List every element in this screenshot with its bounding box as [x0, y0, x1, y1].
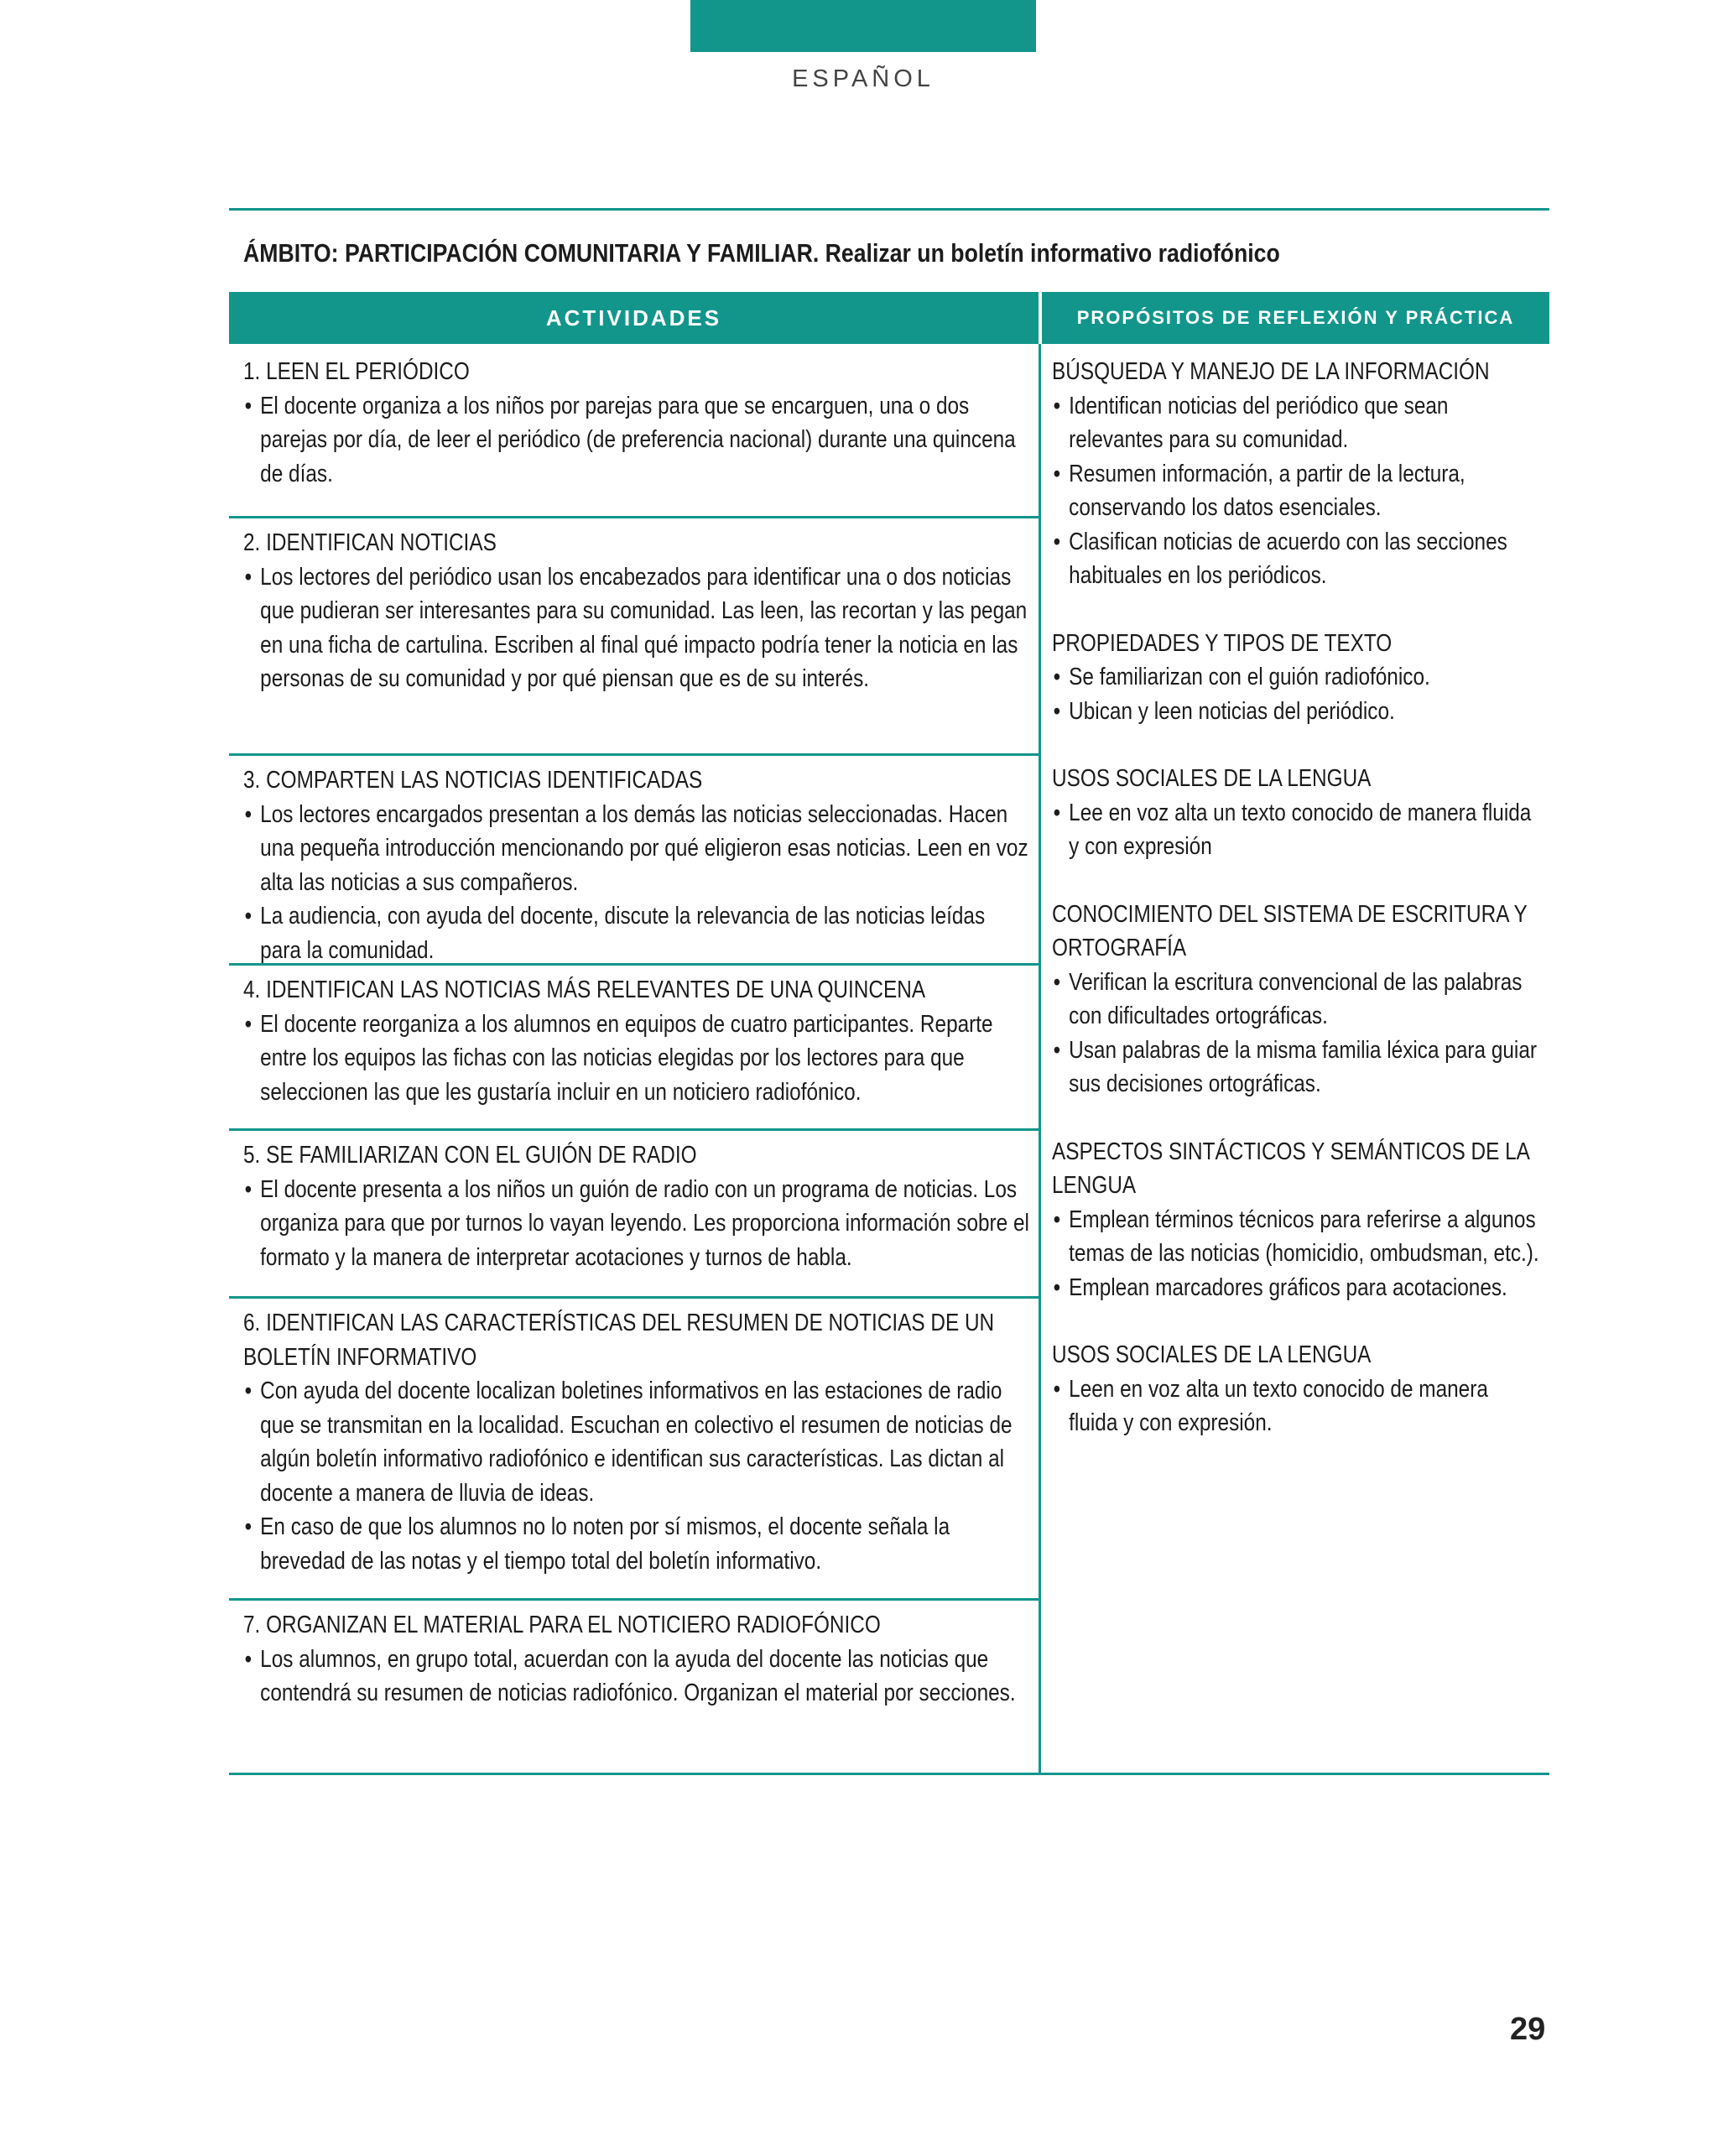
activity-row-7	[243, 1608, 1032, 1711]
activity-title: 1. LEEN EL PERIÓDICO	[243, 358, 470, 385]
activity-bullet: • Los lectores encargados presentan a los demás las noticias seleccionadas. Hacen una pequeña introducción mencionando por qué eligieron esas noticias. Leen en voz alta las noticias a sus compañeros.	[243, 798, 1032, 900]
row-separator	[229, 753, 1039, 756]
activity-title: 6. IDENTIFICAN LAS CARACTERÍSTICAS DEL RESUMEN DE NOTICIAS DE UN BOLETÍN INFORMATIVO	[243, 1310, 995, 1371]
activity-bullet: • Los alumnos, en grupo total, acuerdan con la ayuda del docente las noticias que contendrá su resumen de noticias radiofónico. Organizan el material por secciones.	[243, 1643, 1032, 1711]
row-separator	[229, 1128, 1039, 1131]
activity-bullet: • El docente reorganiza a los alumnos en equipos de cuatro participantes. Reparte entre los equipos las fichas con las noticias elegidas por los lectores para que seleccionen las que les gustaría incluir en un noticiero radiofónico.	[243, 1008, 1032, 1110]
activity-title: 4. IDENTIFICAN LAS NOTICIAS MÁS RELEVANTES DE UNA QUINCENA	[243, 976, 926, 1003]
page-number: 29	[1510, 2012, 1546, 2047]
activity-row-2	[243, 526, 1032, 696]
activity-title: 5. SE FAMILIARIZAN CON EL GUIÓN DE RADIO	[243, 1142, 697, 1169]
activity-title: 7. ORGANIZAN EL MATERIAL PARA EL NOTICIERO RADIOFÓNICO	[243, 1612, 881, 1638]
column-header-propositos: PROPÓSITOS DE REFLEXIÓN Y PRÁCTICA	[1042, 292, 1549, 344]
activity-bullet: • El docente presenta a los niños un guión de radio con un programa de noticias. Los organiza para que por turnos lo vayan leyendo. Les proporciona información sobre el formato y la manera de interpretar acotaciones y turnos de habla.	[243, 1173, 1032, 1275]
purpose-bullet: • Ubican y leen noticias del periódico.	[1052, 695, 1543, 729]
activity-bullet: • Los lectores del periódico usan los encabezados para identificar una o dos noticias que pudieran ser interesantes para su comunidad. Las leen, las recortan y las pegan en una ficha de cartulina. Escriben al final qué impacto podría tener la noticia en las personas de su comunidad y por qué piensan que es de su interés.	[243, 560, 1032, 696]
purpose-bullet: • Clasifican noticias de acuerdo con las secciones habituales en los periódicos.	[1052, 525, 1543, 593]
activity-row-6	[243, 1306, 1032, 1578]
purpose-bullet: • Usan palabras de la misma familia léxica para guiar sus decisiones ortográficas.	[1052, 1034, 1543, 1101]
purpose-section	[1052, 1338, 1543, 1440]
activity-title: 2. IDENTIFICAN NOTICIAS	[243, 529, 497, 556]
purpose-section	[1052, 355, 1543, 593]
purpose-bullet: • Se familiarizan con el guión radiofónico.	[1052, 660, 1543, 695]
header-tab-decoration	[690, 0, 1036, 52]
activity-bullet: • El docente organiza a los niños por parejas para que se encarguen, una o dos parejas por día, de leer el periódico (de preferencia nacional) durante una quincena de días.	[243, 389, 1032, 492]
purpose-title: USOS SOCIALES DE LA LENGUA	[1052, 1341, 1372, 1368]
purpose-bullet: • Emplean términos técnicos para referirse a algunos temas de las noticias (homicidio, ombudsman, etc.).	[1052, 1203, 1543, 1271]
subject-label: ESPAÑOL	[792, 65, 934, 92]
purpose-section	[1052, 762, 1543, 864]
purpose-title: USOS SOCIALES DE LA LENGUA	[1052, 765, 1372, 792]
activity-row-1	[243, 355, 1032, 491]
row-separator	[229, 1598, 1039, 1601]
purpose-bullet: • Verifican la escritura convencional de las palabras con dificultades ortográficas.	[1052, 966, 1543, 1034]
activity-bullet: • En caso de que los alumnos no lo noten por sí mismos, el docente señala la brevedad de las notas y el tiempo total del boletín informativo.	[243, 1510, 1032, 1578]
bottom-rule	[229, 1773, 1549, 1775]
top-rule	[229, 208, 1549, 211]
ambito-heading: ÁMBITO: PARTICIPACIÓN COMUNITARIA Y FAMILIAR. Realizar un boletín informativo radiofónico	[243, 238, 1280, 268]
row-separator	[229, 516, 1039, 518]
row-separator	[229, 1296, 1039, 1299]
purpose-bullet: • Identifican noticias del periódico que sean relevantes para su comunidad.	[1052, 389, 1543, 457]
activity-bullet: • Con ayuda del docente localizan boletines informativos en las estaciones de radio que se transmitan en la localidad. Escuchan en colectivo el resumen de noticias de algún boletín informativo radiofónico e identifican sus características. Las dictan al docente a manera de lluvia de ideas.	[243, 1374, 1032, 1510]
purpose-title: CONOCIMIENTO DEL SISTEMA DE ESCRITURA Y ORTOGRAFÍA	[1052, 900, 1528, 961]
purposes-column	[1052, 355, 1543, 1474]
purpose-title: PROPIEDADES Y TIPOS DE TEXTO	[1052, 629, 1393, 657]
column-divider	[1039, 344, 1041, 1774]
activity-row-5	[243, 1138, 1032, 1274]
activity-bullet: • La audiencia, con ayuda del docente, discute la relevancia de las noticias leídas para la comunidad.	[243, 899, 1032, 967]
purpose-section	[1052, 898, 1543, 1101]
purpose-section	[1052, 1135, 1543, 1305]
purpose-title: ASPECTOS SINTÁCTICOS Y SEMÁNTICOS DE LA LENGUA	[1052, 1138, 1529, 1199]
activity-row-3	[243, 763, 1032, 967]
activity-title: 3. COMPARTEN LAS NOTICIAS IDENTIFICADAS	[243, 767, 703, 794]
purpose-bullet: • Lee en voz alta un texto conocido de manera fluida y con expresión	[1052, 796, 1543, 864]
activity-row-4	[243, 973, 1032, 1109]
purpose-bullet: • Emplean marcadores gráficos para acotaciones.	[1052, 1271, 1543, 1305]
column-header-actividades: ACTIVIDADES	[229, 292, 1039, 344]
purpose-bullet: • Resumen información, a partir de la lectura, conservando los datos esenciales.	[1052, 457, 1543, 525]
purpose-bullet: • Leen en voz alta un texto conocido de manera fluida y con expresión.	[1052, 1372, 1543, 1440]
purpose-title: BÚSQUEDA Y MANEJO DE LA INFORMACIÓN	[1052, 358, 1490, 385]
purpose-section	[1052, 627, 1543, 729]
